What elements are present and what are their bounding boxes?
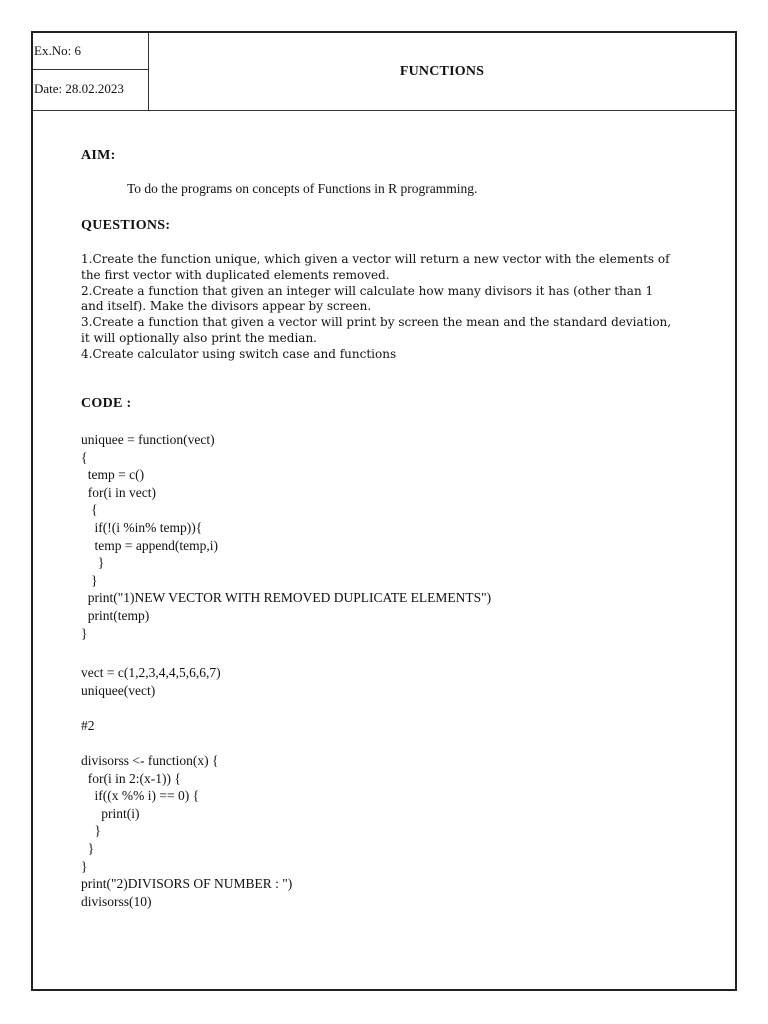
header-tick-mark [31,63,33,75]
code-line: uniquee(vect) [81,682,156,698]
header-title-cell [149,33,735,111]
code-line: } [81,858,88,874]
code-line: print("2)DIVISORS OF NUMBER : ") [81,876,293,892]
page-frame [31,31,737,991]
code-line: if((x %% i) == 0) { [81,788,200,804]
question-line: 3.Create a function that given a vector will print by screen the mean and the standard deviation, [81,315,672,330]
code-line: vect = c(1,2,3,4,4,5,6,6,7) [81,665,221,680]
question-line: it will optionally also print the median. [81,330,317,345]
code-line: temp = c() [81,467,145,483]
exercise-date: Date: 28.02.2023 [34,81,124,96]
code-block-call [81,664,221,699]
code-line: } [81,840,95,856]
code-line: } [81,823,101,839]
code-line: } [81,625,88,641]
code-line: } [81,555,105,571]
code-line: divisorss <- function(x) { [81,753,219,768]
code-line: print(i) [81,805,140,821]
question-line: and itself). Make the divisors appear by screen. [81,299,372,314]
code-line: divisorss(10) [81,893,152,909]
question-line: 2.Create a function that given an integer will calculate how many divisors it has (other than 1 [81,283,654,298]
code-line: { [81,449,88,465]
aim-heading: AIM: [81,148,116,163]
code-line: print(temp) [81,607,150,623]
code-block-unique [81,431,491,642]
code-line: print("1)NEW VECTOR WITH REMOVED DUPLICATE ELEMENTS") [81,590,492,606]
code-heading: CODE : [81,396,132,411]
code-block-divisors [81,752,292,910]
code-line: } [81,572,98,588]
code-block-comment [81,717,95,735]
header-info-cell [33,33,149,111]
aim-text: To do the programs on concepts of Functions in R programming. [127,181,478,196]
question-line: 1.Create the function unique, which given a vector will return a new vector with the elements of [81,252,670,266]
header-divider [33,69,149,70]
question-line: 4.Create calculator using switch case and functions [81,346,397,361]
code-line: for(i in 2:(x-1)) { [81,770,181,786]
code-line: temp = append(temp,i) [81,537,218,553]
code-line: { [81,502,98,518]
question-line: the first vector with duplicated elements removed. [81,267,390,282]
page-title: FUNCTIONS [399,64,485,79]
exercise-number: Ex.No: 6 [34,43,81,58]
code-line: if(!(i %in% temp)){ [81,519,203,535]
questions-heading: QUESTIONS: [81,218,171,233]
code-line: for(i in vect) [81,484,156,500]
questions-list [81,252,701,363]
code-line: uniquee = function(vect) [81,432,215,447]
code-line: #2 [81,718,95,733]
